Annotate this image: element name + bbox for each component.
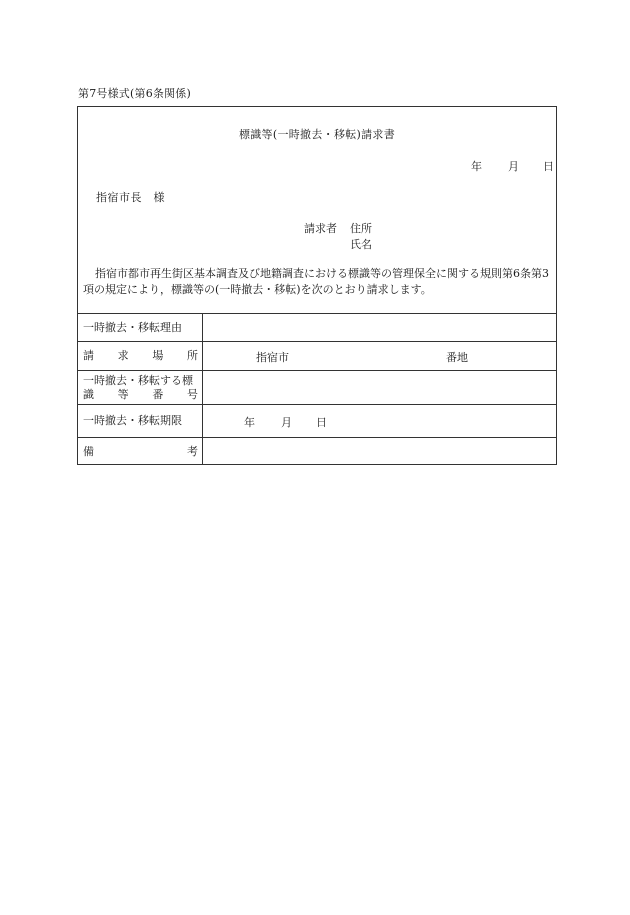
table-row-sign-number: [78, 370, 556, 404]
deadline-month-label: 月: [281, 416, 292, 429]
location-label-char: 請: [83, 349, 94, 362]
location-lot-label: 番地: [446, 351, 468, 364]
date-month-label: 月: [508, 160, 519, 173]
request-form-frame: [77, 106, 557, 465]
sign-number-label-char: 識: [83, 388, 94, 401]
requester-label: 請求者: [304, 222, 337, 235]
deadline-year-label: 年: [244, 416, 255, 429]
deadline-label: 一時撤去・移転期限: [83, 414, 182, 427]
table-row-deadline: [78, 404, 556, 437]
location-label-char: 場: [152, 349, 164, 362]
table-row-reason: [78, 313, 556, 341]
remarks-label-char: 考: [187, 445, 198, 458]
requester-address-label: 住所: [350, 222, 372, 235]
table-row-location: [78, 341, 556, 370]
request-details-table: [78, 313, 556, 465]
request-body-text: 指宿市都市再生街区基本調査及び地籍調査における標識等の管理保全に関する規則第6条第3項の規定により，標識等の(一時撤去・移転)を次のとおり請求します。: [83, 267, 549, 296]
date-day-label: 日: [543, 160, 554, 173]
addressee: 指宿市長 様: [96, 191, 165, 204]
location-label-char: 所: [186, 349, 198, 362]
form-title: 標識等(一時撤去・移転)請求書: [238, 128, 396, 141]
location-city: 指宿市: [256, 351, 289, 364]
sign-number-label-char: 番: [152, 388, 164, 401]
sign-number-label-line1: 一時撤去・移転する標: [83, 374, 193, 387]
deadline-day-label: 日: [316, 416, 327, 429]
reason-label: 一時撤去・移転理由: [83, 321, 182, 334]
remarks-label-char: 備: [83, 445, 94, 458]
location-label-char: 求: [117, 349, 129, 362]
form-number: 第7号様式(第6条関係): [78, 87, 191, 100]
sign-number-label-char: 号: [186, 388, 198, 401]
table-row-remarks: [78, 437, 556, 465]
sign-number-label-char: 等: [117, 388, 129, 401]
date-year-label: 年: [471, 160, 482, 173]
location-label: [83, 349, 198, 363]
requester-name-label: 氏名: [350, 238, 372, 251]
remarks-label: [83, 445, 198, 459]
sign-number-label-line2: [83, 388, 198, 402]
